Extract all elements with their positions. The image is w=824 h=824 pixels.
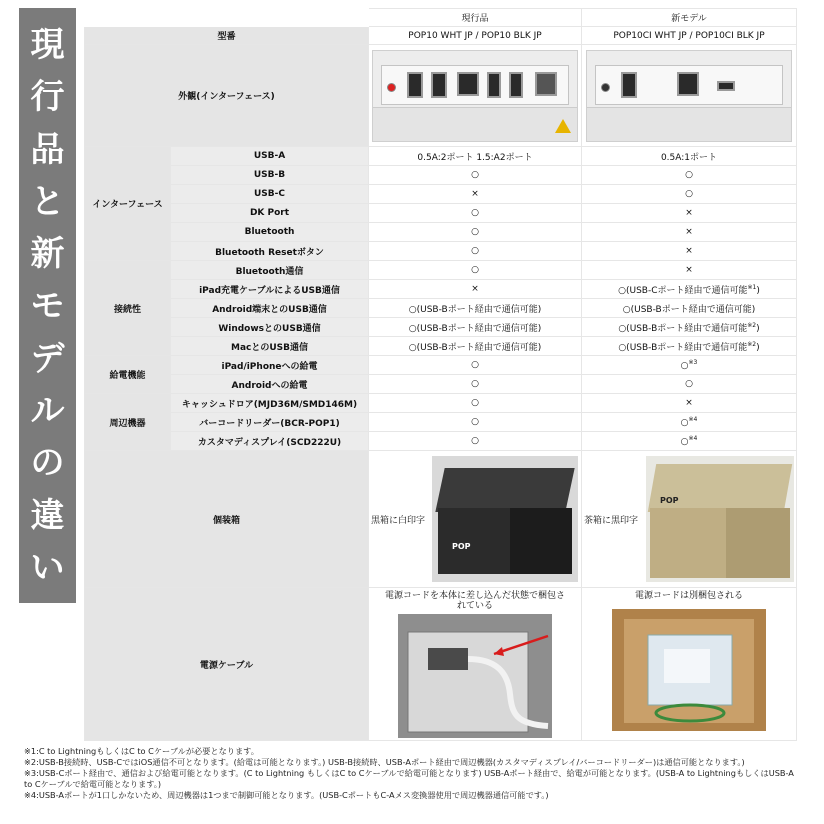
kraft-box-photo bbox=[646, 456, 794, 582]
footnote-mark: ※3 bbox=[688, 359, 698, 366]
table-row bbox=[85, 588, 797, 741]
comparison-table bbox=[84, 8, 797, 741]
cell-current: ○(USB-Bポート経由で通信可能) bbox=[369, 318, 582, 337]
cell-current: ○ bbox=[369, 375, 582, 394]
side-title-char: と bbox=[30, 181, 65, 222]
usb-b-port-icon bbox=[457, 72, 479, 96]
cell-current: ○ bbox=[369, 204, 582, 223]
box-front bbox=[438, 508, 510, 574]
footnotes bbox=[24, 746, 804, 801]
cell-new-tail: ) bbox=[756, 285, 760, 296]
cell-new bbox=[582, 356, 797, 375]
cell-current: ○ bbox=[369, 356, 582, 375]
cell-new-text: ○ bbox=[680, 418, 689, 428]
row-label: Bluetooth通信 bbox=[171, 261, 369, 280]
col-header-new: 新モデル bbox=[582, 9, 797, 27]
row-label: キャッシュドロア(MJD36M/SMD146M) bbox=[171, 394, 369, 413]
footnote-mark: ※1 bbox=[747, 283, 757, 291]
packaging-current-text: 黒箱に白印字 bbox=[371, 515, 426, 526]
row-label: MacとのUSB通信 bbox=[171, 337, 369, 356]
footnote-3: ※3:USB-Cポート経由で、通信および給電可能となります。(C to Lightning もしくはC to Cケーブルで給電可能となります) USB-Aポート経由で、給電が可能となります。(USB-A to LightningもしくはUSB-A to Cケーブルで給電可能となります。) bbox=[24, 768, 794, 789]
device-base bbox=[373, 107, 577, 141]
table-row bbox=[85, 204, 797, 223]
packaging-current-cell bbox=[369, 451, 582, 588]
cell-new bbox=[582, 432, 797, 451]
appearance-label: 外観(インターフェース) bbox=[85, 45, 369, 147]
table-row bbox=[85, 394, 797, 413]
cell-new-text: ○ bbox=[680, 437, 689, 447]
footnote-4: ※4:USB-Aポートが1口しかないため、周辺機器は1つまで制御可能となります。(USB-CポートもC-Aメス変換器使用で周辺機器通信可能です。) bbox=[24, 790, 549, 800]
table-row bbox=[85, 299, 797, 318]
table-row bbox=[85, 147, 797, 166]
current-ports-photo bbox=[372, 50, 578, 142]
row-label: Androidへの給電 bbox=[171, 375, 369, 394]
cell-new bbox=[582, 318, 797, 337]
cell-new: × bbox=[582, 261, 797, 280]
packaging-current-wrap bbox=[371, 456, 579, 582]
table-row bbox=[85, 280, 797, 299]
table-row bbox=[85, 261, 797, 280]
cell-new: × bbox=[582, 394, 797, 413]
table-row bbox=[85, 27, 797, 45]
cell-current: ○ bbox=[369, 242, 582, 261]
dk-port-icon bbox=[535, 72, 557, 96]
package-photo bbox=[612, 609, 766, 731]
black-box-photo bbox=[432, 456, 578, 582]
cell-current: ○ bbox=[369, 413, 582, 432]
usb-a-port-icon bbox=[407, 72, 423, 98]
table-row bbox=[85, 45, 797, 147]
new-ports-photo bbox=[586, 50, 792, 142]
row-label: バーコードリーダー(BCR-POP1) bbox=[171, 413, 369, 432]
table-row bbox=[85, 318, 797, 337]
cell-new-text: ○(USB-Bポート経由で通信可能 bbox=[618, 342, 748, 353]
box-logo: POP bbox=[452, 542, 471, 551]
side-title-char: 行 bbox=[30, 77, 65, 118]
cell-new: ○ bbox=[582, 375, 797, 394]
power-cable-label: 電源ケーブル bbox=[85, 588, 369, 741]
table-row bbox=[85, 451, 797, 588]
cell-new bbox=[582, 280, 797, 299]
cell-new: × bbox=[582, 223, 797, 242]
cable-photo bbox=[398, 614, 552, 738]
header-blank bbox=[85, 9, 369, 27]
cell-current: × bbox=[369, 280, 582, 299]
packaging-new-cell bbox=[582, 451, 797, 588]
table-row bbox=[85, 337, 797, 356]
cell-current: ○ bbox=[369, 394, 582, 413]
side-title bbox=[19, 8, 76, 603]
table-row bbox=[85, 223, 797, 242]
row-label: USB-A bbox=[171, 147, 369, 166]
table-row bbox=[85, 356, 797, 375]
box-lid bbox=[435, 468, 574, 512]
table-row bbox=[85, 413, 797, 432]
usb-a-port-icon bbox=[431, 72, 447, 98]
footnote-1: ※1:C to LightningもしくはC to Cケーブルが必要となります。 bbox=[24, 746, 259, 756]
device-base bbox=[587, 107, 791, 141]
power-led-icon bbox=[387, 83, 396, 92]
cell-current: × bbox=[369, 185, 582, 204]
cell-new-tail: ) bbox=[756, 323, 760, 334]
col-header-current: 現行品 bbox=[369, 9, 582, 27]
power-cable-new-text: 電源コードは別梱包される bbox=[634, 591, 743, 601]
box-front bbox=[650, 508, 726, 578]
cell-new bbox=[582, 413, 797, 432]
cell-new: × bbox=[582, 204, 797, 223]
cell-current: ○ bbox=[369, 261, 582, 280]
model-current: POP10 WHT JP / POP10 BLK JP bbox=[369, 27, 582, 45]
package-photo-art bbox=[612, 609, 766, 731]
footnote-mark: ※2 bbox=[747, 340, 757, 348]
cell-new: 0.5A:1ポート bbox=[582, 147, 797, 166]
row-label: DK Port bbox=[171, 204, 369, 223]
model-new: POP10CI WHT JP / POP10CI BLK JP bbox=[582, 27, 797, 45]
cable-photo-art bbox=[398, 614, 552, 738]
packaging-new-text: 茶箱に黒印字 bbox=[584, 515, 639, 526]
group-power-supply: 給電機能 bbox=[85, 356, 171, 394]
group-peripherals: 周辺機器 bbox=[85, 394, 171, 451]
table-row bbox=[85, 242, 797, 261]
row-label: iPad/iPhoneへの給電 bbox=[171, 356, 369, 375]
row-label: Android端末とのUSB通信 bbox=[171, 299, 369, 318]
row-label: USB-B bbox=[171, 166, 369, 185]
usb-a-port-icon bbox=[487, 72, 501, 98]
cell-current: ○(USB-Bポート経由で通信可能) bbox=[369, 299, 582, 318]
table-row bbox=[85, 432, 797, 451]
cell-current: ○ bbox=[369, 223, 582, 242]
table-row bbox=[85, 375, 797, 394]
cell-new-text: ○ bbox=[680, 361, 689, 371]
table-row bbox=[85, 185, 797, 204]
side-title-char: 新 bbox=[30, 234, 65, 275]
power-cable-current-text: 電源コードを本体に差し込んだ状態で梱包されている bbox=[385, 591, 566, 611]
group-connectivity: 接続性 bbox=[85, 261, 171, 356]
usb-a-port-icon bbox=[509, 72, 523, 98]
cell-new: ○ bbox=[582, 185, 797, 204]
power-cable-new-cell bbox=[582, 588, 797, 741]
cell-new: ○(USB-Bポート経由で通信可能) bbox=[582, 299, 797, 318]
side-title-char: の bbox=[30, 443, 65, 484]
warning-icon bbox=[555, 119, 571, 133]
packaging-new-wrap bbox=[584, 456, 794, 582]
usb-b-port-icon bbox=[677, 72, 699, 96]
side-title-char: デ bbox=[30, 338, 65, 379]
packaging-label: 個装箱 bbox=[85, 451, 369, 588]
cell-new: × bbox=[582, 242, 797, 261]
row-label: カスタマディスプレイ(SCD222U) bbox=[171, 432, 369, 451]
cell-new bbox=[582, 337, 797, 356]
usb-a-port-icon bbox=[621, 72, 637, 98]
appearance-current-cell bbox=[369, 45, 582, 147]
cell-current: ○ bbox=[369, 166, 582, 185]
box-side bbox=[510, 508, 572, 574]
usb-c-port-icon bbox=[717, 81, 735, 91]
cell-current: ○(USB-Bポート経由で通信可能) bbox=[369, 337, 582, 356]
group-interface: インターフェース bbox=[85, 147, 171, 261]
footnote-2: ※2:USB-B接続時、USB-CではiOS通信不可となります。(給電は可能となります。) USB-B接続時、USB-Aポート経由で周辺機器(カスタマディスプレイ/バーコードリーダー)は通信可能となります。) bbox=[24, 757, 745, 767]
side-title-char: 違 bbox=[30, 495, 65, 536]
side-title-char: い bbox=[30, 547, 65, 588]
table-row bbox=[85, 166, 797, 185]
cell-current: ○ bbox=[369, 432, 582, 451]
box-side bbox=[726, 508, 790, 578]
row-label: USB-C bbox=[171, 185, 369, 204]
row-label: WindowsとのUSB通信 bbox=[171, 318, 369, 337]
side-title-char: モ bbox=[30, 286, 65, 327]
model-label: 型番 bbox=[85, 27, 369, 45]
box-logo: POP bbox=[660, 496, 679, 505]
appearance-new-cell bbox=[582, 45, 797, 147]
footnote-mark: ※4 bbox=[688, 435, 698, 442]
cell-new: ○ bbox=[582, 166, 797, 185]
row-label: iPad充電ケーブルによるUSB通信 bbox=[171, 280, 369, 299]
reset-hole-icon bbox=[601, 83, 610, 92]
header-row bbox=[85, 9, 797, 27]
side-title-char: 品 bbox=[30, 129, 65, 170]
footnote-mark: ※2 bbox=[747, 321, 757, 329]
side-title-char: 現 bbox=[30, 25, 65, 65]
cell-new-text: ○(USB-Cポート経由で通信可能 bbox=[618, 285, 748, 296]
cell-new-text: ○(USB-Bポート経由で通信可能 bbox=[618, 323, 748, 334]
row-label: Bluetooth bbox=[171, 223, 369, 242]
row-label: Bluetooth Resetボタン bbox=[171, 242, 369, 261]
cell-new-tail: ) bbox=[756, 342, 760, 353]
side-title-char: ル bbox=[30, 391, 65, 432]
power-cable-current-cell bbox=[369, 588, 582, 741]
cell-current: 0.5A:2ポート 1.5:A2ポート bbox=[369, 147, 582, 166]
footnote-mark: ※4 bbox=[688, 416, 698, 423]
